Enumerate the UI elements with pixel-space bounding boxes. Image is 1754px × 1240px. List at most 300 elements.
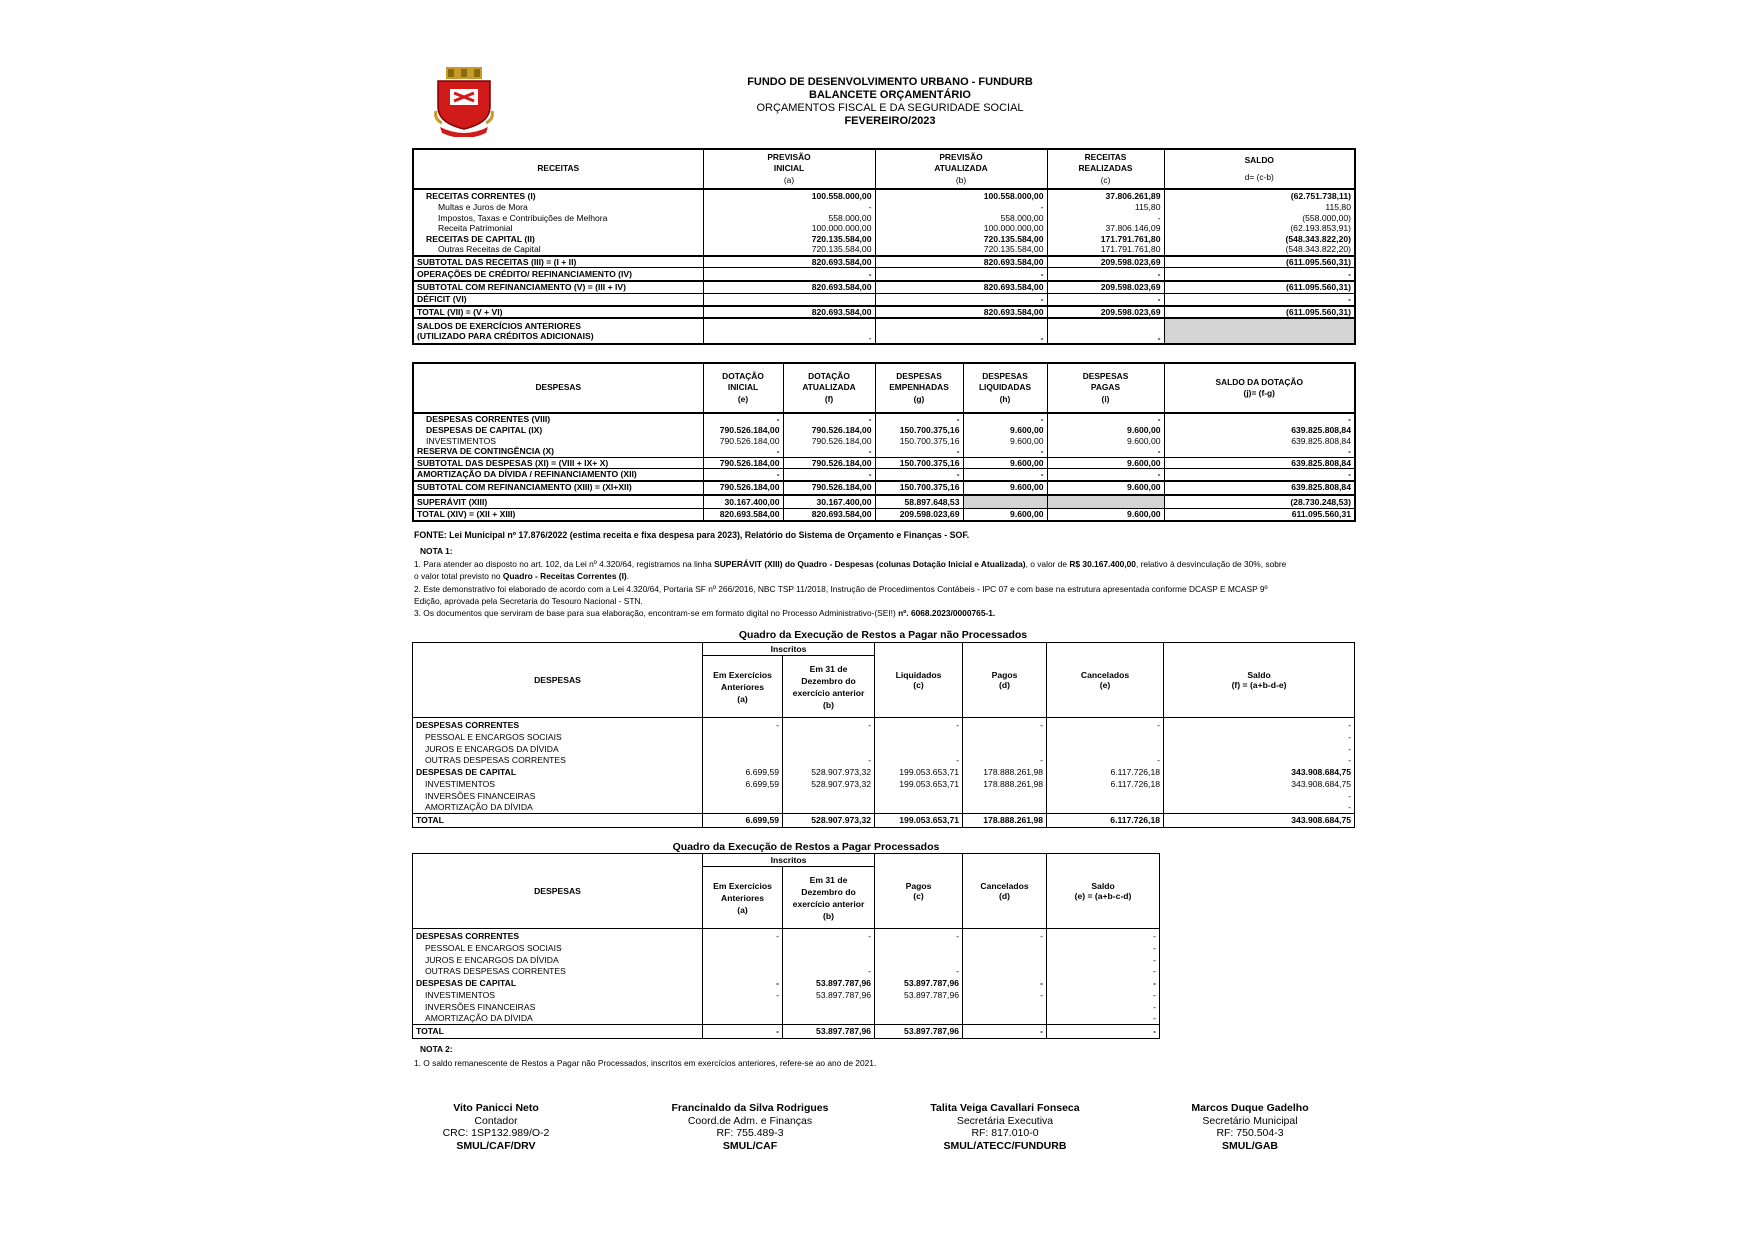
fund-name: FUNDO DE DESENVOLVIMENTO URBANO - FUNDURB (747, 76, 1033, 88)
value-cell: 343.908.684,75 (1291, 778, 1352, 789)
value-cell: 53.897.787,96 (875, 978, 963, 990)
table-row (413, 1013, 1160, 1025)
value-cell: 58.897.648,53 (875, 495, 963, 509)
source-note: FONTE: Lei Municipal nº 17.876/2022 (estima receita e fixa despesa para 2023), Relatório do Sistema de Orçamento e Finanças - SOF. (414, 530, 970, 540)
value-cell: 9.600,00 (963, 481, 1047, 495)
signer-dept: SMUL/ATECC/FUNDURB (943, 1139, 1067, 1152)
value-cell: - (1153, 1012, 1157, 1023)
note-1-item-1-cont: o valor total previsto no Quadro - Receitas Correntes (I). (414, 571, 630, 582)
table-row (413, 446, 1355, 457)
row-label: DESPESAS CORRENTES (VIII) (413, 413, 703, 425)
note-1-item-2: 2. Este demonstrativo foi elaborado de acordo com a Lei 4.320/64, Portaria SF nº 266/2016, NBC TSP 11/2018, Instrução de Procedimentos Contábeis - IPC 07 e com base na estrutura apresentada conforme DCASP E MCASP 9º (414, 583, 1268, 594)
value-cell (703, 790, 783, 802)
value-cell: - (963, 978, 1047, 990)
summary-row (413, 294, 1355, 306)
value-cell: 790.526.184,00 (783, 436, 875, 447)
report-subtitle: ORÇAMENTOS FISCAL E DA SEGURIDADE SOCIAL (756, 102, 1024, 114)
value-cell: 9.600,00 (1047, 457, 1164, 469)
value-cell: - (1348, 755, 1352, 766)
value-cell: - (1047, 213, 1164, 224)
summary-row (413, 281, 1355, 294)
value-cell: 150.700.375,16 (875, 436, 963, 447)
row-label: TOTAL (413, 1024, 703, 1038)
value-cell: 178.888.261,98 (963, 813, 1047, 827)
value-cell: (558.000,00) (1302, 212, 1351, 223)
row-label: Multas e Juros de Mora (413, 202, 703, 213)
row-label: SUBTOTAL DAS DESPESAS (XI) = (VIII + IX+ X) (413, 457, 703, 469)
value-cell: - (1047, 469, 1164, 481)
row-label: DESPESAS DE CAPITAL (IX) (413, 425, 703, 436)
signer-role: Contador (474, 1114, 518, 1127)
row-label: INVERSÕES FINANCEIRAS (413, 1001, 703, 1013)
value-cell: 37.806.146,09 (1047, 223, 1164, 234)
value-cell: (62.193.853,91) (1290, 223, 1351, 233)
value-cell: 100.558.000,00 (875, 189, 1047, 202)
value-cell: - (1348, 801, 1352, 812)
despesas-table (412, 362, 1356, 522)
value-cell: 209.598.023,69 (875, 509, 963, 521)
value-cell: - (875, 469, 963, 481)
summary-row (413, 469, 1355, 481)
value-cell: 6.699,59 (703, 778, 783, 790)
table-row (413, 425, 1355, 436)
value-cell (703, 943, 783, 955)
row-label: PESSOAL E ENCARGOS SOCIAIS (413, 943, 703, 955)
despesas-pagas-header: DESPESAS PAGAS (i) (1047, 363, 1164, 413)
value-cell (875, 943, 963, 955)
report-period: FEVEREIRO/2023 (844, 115, 936, 127)
value-cell: 30.167.400,00 (703, 495, 783, 509)
row-label: Receita Patrimonial (413, 223, 703, 234)
table-row (413, 802, 1355, 814)
value-cell: - (703, 989, 783, 1001)
value-cell: - (1153, 954, 1157, 965)
summary-row (413, 457, 1355, 469)
value-cell: - (875, 202, 1047, 213)
note-1-item-2-cont: Edição, aprovada pela Secretaria do Tesouro Nacional - STN. (414, 596, 643, 607)
value-cell: 720.135.584,00 (875, 244, 1047, 256)
value-cell: 178.888.261,98 (963, 767, 1047, 779)
value-cell: - (1348, 790, 1352, 801)
value-cell: - (783, 446, 875, 457)
value-cell: - (875, 929, 963, 943)
value-cell: - (875, 318, 1047, 344)
note-2-item-1: 1. O saldo remanescente de Restos a Pagar não Processados, inscritos em exercícios anteriores, refere-se ao ano de 2021. (414, 1058, 877, 1069)
rnp-liquidados-header: Liquidados (c) (875, 643, 963, 718)
value-cell: 53.897.787,96 (783, 989, 875, 1001)
value-cell: 209.598.023,69 (1047, 306, 1164, 319)
value-cell: - (703, 1024, 783, 1038)
value-cell: - (1153, 1026, 1157, 1037)
value-cell: - (703, 202, 875, 213)
value-cell: 790.526.184,00 (703, 457, 783, 469)
value-cell: 209.598.023,69 (1047, 256, 1164, 268)
receitas-table (412, 148, 1356, 345)
row-label: DESPESAS DE CAPITAL (413, 978, 703, 990)
value-cell: - (1153, 978, 1157, 989)
value-cell: - (783, 413, 875, 425)
row-label: DESPESAS DE CAPITAL (413, 767, 703, 779)
value-cell: - (1348, 446, 1351, 456)
note-1-title: NOTA 1: (420, 546, 453, 557)
value-cell: 720.135.584,00 (875, 234, 1047, 245)
value-cell: - (875, 755, 963, 767)
value-cell: - (703, 978, 783, 990)
value-cell: 820.693.584,00 (703, 306, 875, 319)
value-cell: 199.053.653,71 (875, 767, 963, 779)
value-cell: - (703, 413, 783, 425)
value-cell: 790.526.184,00 (703, 436, 783, 447)
value-cell: 6.699,59 (703, 813, 783, 827)
value-cell: - (703, 318, 875, 344)
value-cell: 171.791.761,80 (1047, 234, 1164, 245)
value-cell: - (703, 469, 783, 481)
saldo-header: SALDO d= (c-b) (1244, 154, 1274, 182)
rnp-inscritos-header: Inscritos (703, 643, 875, 656)
value-cell: 790.526.184,00 (783, 457, 875, 469)
value-cell: - (963, 989, 1047, 1001)
despesas-header: DESPESAS (413, 363, 703, 413)
table-row (413, 790, 1355, 802)
row-label: Outras Receitas de Capital (413, 244, 703, 256)
rp-anteriores-header: Em Exercícios Anteriores (a) (703, 867, 783, 929)
value-cell: 150.700.375,16 (875, 457, 963, 469)
value-cell: 53.897.787,96 (875, 989, 963, 1001)
value-cell: 199.053.653,71 (875, 813, 963, 827)
value-cell (703, 743, 783, 755)
value-cell (703, 1013, 783, 1025)
table-row (413, 743, 1355, 755)
superavit-row (413, 495, 1355, 509)
row-label: SUPERÁVIT (XIII) (413, 495, 703, 509)
value-cell: - (963, 469, 1047, 481)
previsao-atualizada-header: PREVISÃO ATUALIZADA (b) (875, 149, 1047, 189)
row-label: SUBTOTAL COM REFINANCIAMENTO (V) = (III + IV) (413, 281, 703, 294)
signer-dept: SMUL/GAB (1222, 1139, 1278, 1152)
signer-dept: SMUL/CAF/DRV (456, 1139, 536, 1152)
value-cell: - (963, 446, 1047, 457)
value-cell: 150.700.375,16 (875, 425, 963, 436)
value-cell: - (783, 469, 875, 481)
value-cell: - (1047, 294, 1164, 306)
row-label: PESSOAL E ENCARGOS SOCIAIS (413, 732, 703, 744)
signer-id: RF: 750.504-3 (1216, 1127, 1284, 1140)
value-cell: 820.693.584,00 (875, 306, 1047, 319)
value-cell: (62.751.738,11) (1290, 190, 1351, 201)
rnp-cancelados-header: Cancelados (e) (1047, 643, 1164, 718)
table-row (413, 244, 1355, 256)
table-row (413, 1001, 1160, 1013)
value-cell: 639.825.808,84 (1291, 435, 1351, 446)
value-cell: 558.000,00 (703, 213, 875, 224)
signer-name: Francinaldo da Silva Rodrigues (671, 1102, 829, 1114)
rnp-anteriores-header: Em Exercícios Anteriores (a) (703, 656, 783, 718)
table-row (413, 213, 1355, 224)
value-cell (703, 1001, 783, 1013)
report-title: BALANCETE ORÇAMENTÁRIO (809, 89, 971, 101)
value-cell (875, 954, 963, 966)
value-cell: 171.791.761,80 (1047, 244, 1164, 256)
table-row (413, 718, 1355, 732)
value-cell: - (963, 929, 1047, 943)
value-cell: 53.897.787,96 (875, 1024, 963, 1038)
value-cell: 790.526.184,00 (703, 425, 783, 436)
row-label: DESPESAS CORRENTES (413, 929, 703, 943)
value-cell: 820.693.584,00 (703, 256, 875, 268)
value-cell: - (783, 718, 875, 732)
value-cell (783, 790, 875, 802)
row-label: TOTAL (VII) = (V + VI) (413, 306, 703, 319)
signer-id: RF: 817.010-0 (971, 1127, 1039, 1140)
value-cell: - (963, 755, 1047, 767)
value-cell: 209.598.023,69 (1047, 281, 1164, 294)
value-cell: - (1153, 966, 1157, 977)
rnp-pagos-header: Pagos (d) (963, 643, 1047, 718)
value-cell (1047, 743, 1164, 755)
table-row (413, 929, 1160, 943)
value-cell (703, 966, 783, 978)
table-row (413, 954, 1160, 966)
value-cell: 558.000,00 (875, 213, 1047, 224)
dotacao-atualizada-header: DOTAÇÃO ATUALIZADA (f) (783, 363, 875, 413)
dotacao-inicial-header: DOTAÇÃO INICIAL (e) (703, 363, 783, 413)
value-cell: 9.600,00 (963, 425, 1047, 436)
value-cell: 9.600,00 (1047, 436, 1164, 447)
table-row (413, 989, 1160, 1001)
rp-cancelados-header: Cancelados (d) (963, 854, 1047, 929)
value-cell: 9.600,00 (1047, 481, 1164, 495)
rp-despesas-header: DESPESAS (413, 854, 703, 929)
value-cell: - (1348, 732, 1352, 743)
city-coat-of-arms-logo (432, 67, 496, 137)
value-cell: - (783, 929, 875, 943)
row-label: DÉFICIT (VI) (413, 294, 703, 306)
value-cell: 9.600,00 (1047, 425, 1164, 436)
value-cell: 9.600,00 (963, 457, 1047, 469)
value-cell (963, 954, 1047, 966)
summary-row (413, 256, 1355, 268)
value-cell (963, 1013, 1047, 1025)
value-cell: - (1153, 1001, 1157, 1012)
total-row (413, 813, 1355, 827)
rnp-dezembro-header: Em 31 de Dezembro do exercício anterior (b) (783, 656, 875, 718)
value-cell: - (1047, 268, 1164, 281)
signer-role: Secretária Executiva (956, 1114, 1054, 1127)
previsao-inicial-header: PREVISÃO INICIAL (a) (703, 149, 875, 189)
row-label: OUTRAS DESPESAS CORRENTES (413, 966, 703, 978)
value-cell: 720.135.584,00 (703, 244, 875, 256)
row-label: RECEITAS DE CAPITAL (II) (413, 234, 703, 245)
value-cell: 9.600,00 (1047, 509, 1164, 521)
row-label: OUTRAS DESPESAS CORRENTES (413, 755, 703, 767)
value-cell: - (1047, 718, 1164, 732)
value-cell (963, 1001, 1047, 1013)
value-cell: 30.167.400,00 (783, 495, 875, 509)
row-label: AMORTIZAÇÃO DA DÍVIDA (413, 1013, 703, 1025)
table-row (413, 767, 1355, 779)
table-row (413, 413, 1355, 425)
rp-saldo-header: Saldo (e) = (a+b-c-d) (1047, 854, 1160, 929)
value-cell (703, 732, 783, 744)
value-cell (963, 732, 1047, 744)
table-row (413, 732, 1355, 744)
value-cell: - (703, 718, 783, 732)
value-cell: - (1348, 469, 1351, 479)
value-cell: - (1348, 294, 1351, 304)
signer-role: Secretário Municipal (1202, 1114, 1298, 1127)
signer-role: Coord.de Adm. e Finanças (687, 1114, 813, 1127)
signer-name: Talita Veiga Cavallari Fonseca (930, 1102, 1080, 1114)
value-cell: 528.907.973,32 (783, 767, 875, 779)
value-cell: - (1348, 743, 1352, 754)
value-cell (875, 790, 963, 802)
rp-title: Quadro da Execução de Restos a Pagar Processados (672, 841, 940, 853)
row-label: INVERSÕES FINANCEIRAS (413, 790, 703, 802)
note-1-item-3: 3. Os documentos que serviram de base para sua elaboração, encontram-se em formato digital no Processo Administrativo-(SEI!) nº. 6068.2023/0000765-1. (414, 608, 996, 619)
value-cell: 150.700.375,16 (875, 481, 963, 495)
receitas-header: RECEITAS (413, 149, 703, 189)
signer-id: RF: 755.489-3 (716, 1127, 784, 1140)
notes-section-2 (414, 1043, 1354, 1070)
value-cell: 6.117.726,18 (1047, 778, 1164, 790)
row-label: TOTAL (413, 813, 703, 827)
value-cell: - (1047, 413, 1164, 425)
row-label: RESERVA DE CONTINGÊNCIA (X) (413, 446, 703, 457)
value-cell (703, 954, 783, 966)
value-cell: 100.558.000,00 (703, 189, 875, 202)
value-cell: (611.095.560,31) (1286, 282, 1351, 292)
value-cell: 6.117.726,18 (1047, 767, 1164, 779)
restos-processados-table (412, 853, 1160, 1039)
value-cell: (611.095.560,31) (1286, 256, 1351, 267)
row-label: OPERAÇÕES DE CRÉDITO/ REFINANCIAMENTO (IV) (413, 268, 703, 281)
summary-row (413, 268, 1355, 281)
value-cell: 820.693.584,00 (703, 509, 783, 521)
value-cell (963, 743, 1047, 755)
value-cell: (548.343.822,20) (1285, 244, 1351, 254)
value-cell: - (963, 718, 1047, 732)
value-cell (703, 755, 783, 767)
rp-inscritos-header: Inscritos (703, 854, 875, 867)
table-row (413, 234, 1355, 245)
value-cell: 115,80 (1047, 202, 1164, 213)
value-cell (1047, 732, 1164, 744)
notes-section-1 (414, 529, 1354, 620)
rp-pagos-header: Pagos (c) (875, 854, 963, 929)
row-label: SUBTOTAL DAS RECEITAS (III) = (I + II) (413, 256, 703, 268)
value-cell (703, 802, 783, 814)
value-cell: - (875, 294, 1047, 306)
value-cell: 6.117.726,18 (1047, 813, 1164, 827)
row-label: INVESTIMENTOS (413, 989, 703, 1001)
shaded-cell (1164, 318, 1355, 344)
value-cell: 6.699,59 (703, 767, 783, 779)
row-label: AMORTIZAÇÃO DA DÍVIDA (413, 802, 703, 814)
note-1-item-1: 1. Para atender ao disposto no art. 102, da Lei nº 4.320/64, registramos na linha SUPERÁVIT (XIII) do Quadro - Despesas (colunas Dotação Inicial e Atualizada), o valor de R$ 30.167.400,00, relativo à desvinculação de 30%, sobre (414, 558, 1287, 569)
value-cell: 343.908.684,75 (1291, 815, 1352, 826)
signer-dept: SMUL/CAF (722, 1139, 778, 1152)
value-cell: 790.526.184,00 (703, 481, 783, 495)
row-label: INVESTIMENTOS (413, 778, 703, 790)
value-cell: - (703, 929, 783, 943)
value-cell: - (875, 413, 963, 425)
signer-id: CRC: 1SP132.989/O-2 (442, 1127, 550, 1140)
value-cell: 528.907.973,32 (783, 813, 875, 827)
restos-nao-processados-table (412, 642, 1355, 828)
value-cell: 178.888.261,98 (963, 778, 1047, 790)
table-row (413, 778, 1355, 790)
shaded-cell (963, 495, 1047, 509)
value-cell: 720.135.584,00 (703, 234, 875, 245)
value-cell: - (1153, 930, 1157, 941)
value-cell: - (875, 966, 963, 978)
value-cell (963, 790, 1047, 802)
value-cell (703, 294, 875, 306)
value-cell (963, 966, 1047, 978)
value-cell: 639.825.808,84 (1291, 482, 1351, 493)
value-cell: - (875, 446, 963, 457)
table-row (413, 436, 1355, 447)
value-cell: - (703, 446, 783, 457)
note-2-title: NOTA 2: (420, 1044, 453, 1054)
row-label: JUROS E ENCARGOS DA DÍVIDA (413, 743, 703, 755)
value-cell: 611.095.560,31 (1291, 509, 1351, 519)
value-cell: 528.907.973,32 (783, 778, 875, 790)
value-cell (783, 802, 875, 814)
value-cell: 37.806.261,89 (1047, 189, 1164, 202)
value-cell: (28.730.248,53) (1290, 496, 1351, 507)
value-cell: - (1348, 719, 1352, 730)
value-cell: 639.825.808,84 (1291, 457, 1351, 468)
value-cell: - (963, 1024, 1047, 1038)
table-row (413, 223, 1355, 234)
value-cell: - (1348, 414, 1351, 425)
summary-row (413, 481, 1355, 495)
row-label: DESPESAS CORRENTES (413, 718, 703, 732)
value-cell: 9.600,00 (963, 436, 1047, 447)
value-cell (963, 802, 1047, 814)
value-cell (783, 943, 875, 955)
value-cell: 115,80 (1325, 202, 1351, 212)
row-label: JUROS E ENCARGOS DA DÍVIDA (413, 954, 703, 966)
total-row (413, 509, 1355, 521)
value-cell: - (1047, 446, 1164, 457)
signer-name: Marcos Duque Gadelho (1191, 1102, 1309, 1114)
despesas-liquidadas-header: DESPESAS LIQUIDADAS (h) (963, 363, 1047, 413)
value-cell: - (1153, 943, 1157, 954)
value-cell: - (783, 755, 875, 767)
signature-block-2 (640, 1102, 860, 1152)
value-cell: - (1047, 318, 1164, 344)
receitas-realizadas-header: RECEITAS REALIZADAS (c) (1047, 149, 1164, 189)
table-row (413, 202, 1355, 213)
signer-name: Vito Panicci Neto (453, 1102, 539, 1114)
value-cell: - (875, 718, 963, 732)
value-cell: (611.095.560,31) (1286, 306, 1351, 317)
table-row (413, 978, 1160, 990)
value-cell: 343.908.684,75 (1291, 767, 1352, 778)
value-cell: 53.897.787,96 (783, 1024, 875, 1038)
value-cell: - (1047, 755, 1164, 767)
value-cell: (548.343.822,20) (1285, 233, 1351, 244)
value-cell (963, 943, 1047, 955)
value-cell (875, 743, 963, 755)
total-row (413, 1024, 1160, 1038)
value-cell: - (963, 413, 1047, 425)
value-cell: 820.693.584,00 (875, 281, 1047, 294)
value-cell: 100.000.000,00 (703, 223, 875, 234)
value-cell (875, 802, 963, 814)
